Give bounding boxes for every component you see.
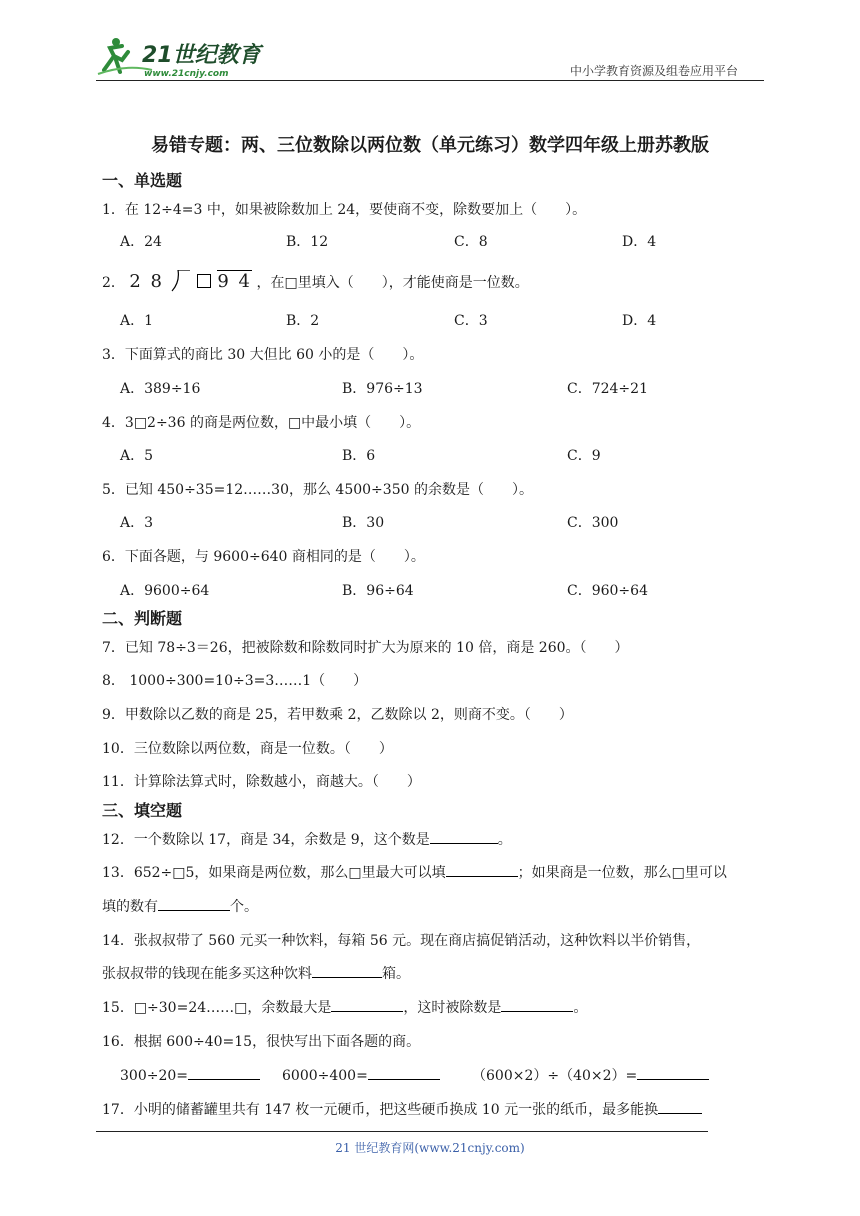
q15-blank-1[interactable] <box>331 997 403 1012</box>
question-14-line-2 <box>102 963 410 983</box>
question-3: 3．下面算式的商比 30 大但比 60 小的是（ ）。 <box>102 347 424 363</box>
section-title-true-false: 二、判断题 <box>102 609 183 628</box>
q4-option-c: C．9 <box>567 448 601 464</box>
q16-expr-1-text: 300÷20= <box>120 1068 188 1084</box>
q5-option-a: A．3 <box>120 515 154 531</box>
platform-label: 中小学教育资源及组卷应用平台 <box>570 64 739 78</box>
section-title-fill-blank: 三、填空题 <box>102 801 183 820</box>
q2-option-a: A．1 <box>120 313 154 329</box>
q16-expr-3-text: （600×2）÷（40×2）= <box>472 1068 638 1084</box>
question-9: 9．甲数除以乙数的商是 25，若甲数乘 2，乙数除以 2，则商不变。（ ） <box>102 707 573 723</box>
question-4: 4．3□2÷36 的商是两位数，□中最小填（ ）。 <box>102 415 421 431</box>
question-16: 16．根据 600÷40=15，很快写出下面各题的商。 <box>102 1034 421 1050</box>
q14-text-a: 张叔叔带的钱现在能多买这种饮料 <box>102 966 312 982</box>
q17-blank[interactable] <box>658 1099 702 1114</box>
q2-option-d: D．4 <box>622 313 657 329</box>
q1-option-a: A．24 <box>120 234 162 250</box>
footer-text: 21 世纪教育网(www.21cnjy.com) <box>335 1141 525 1155</box>
question-10: 10．三位数除以两位数，商是一位数。（ ） <box>102 741 393 757</box>
q15-text-c: 。 <box>573 1000 588 1016</box>
question-17 <box>102 1099 702 1119</box>
q13-text-a: 13．652÷□5，如果商是两位数，那么□里最大可以填 <box>102 865 446 881</box>
header-rule <box>96 80 764 81</box>
q16-expr-2 <box>282 1065 440 1084</box>
q2-option-c: C．3 <box>454 313 488 329</box>
question-7: 7．已知 78÷3＝26，把被除数和除数同时扩大为原来的 10 倍，商是 260。（ ） <box>102 640 629 656</box>
q5-option-c: C．300 <box>567 515 619 531</box>
q6-option-a: A．9600÷64 <box>120 583 210 599</box>
q4-option-b: B．6 <box>342 448 376 464</box>
q15-text-b: ，这时被除数是 <box>403 1000 502 1016</box>
q16-blank-1[interactable] <box>188 1065 260 1080</box>
logo-url: www.21cnjy.com <box>144 69 229 79</box>
q13-text-c: 填的数有 <box>102 899 158 915</box>
logo-text: 21世纪教育 <box>142 43 261 68</box>
q16-blank-3[interactable] <box>637 1065 709 1080</box>
q13-text-b: ；如果商是一位数，那么□里可以 <box>517 865 727 881</box>
q14-blank[interactable] <box>312 963 382 978</box>
question-15 <box>102 997 587 1017</box>
question-12 <box>102 829 512 849</box>
q6-option-b: B．96÷64 <box>342 583 414 599</box>
q2-text: ，在□里填入（ ），才能使商是一位数。 <box>256 275 529 291</box>
q16-expr-3 <box>472 1065 709 1085</box>
section-title-single-choice: 一、单选题 <box>102 171 183 190</box>
q12-end: 。 <box>497 832 512 848</box>
q2-dividend: 9 4 <box>217 271 253 292</box>
q17-text: 17．小明的储蓄罐里共有 147 枚一元硬币，把这些硬币换成 10 元一张的纸币，最多能换 <box>102 1102 659 1118</box>
question-11: 11．计算除法算式时，除数越小，商越大。（ ） <box>102 774 421 790</box>
q6-option-c: C．960÷64 <box>567 583 648 599</box>
footer-rule <box>96 1131 708 1132</box>
long-division-bracket-icon <box>168 270 190 292</box>
logo <box>96 34 266 80</box>
question-8: 8． 1000÷300=10÷3=3……1（ ） <box>102 673 368 689</box>
question-5: 5．已知 450÷35=12……30，那么 4500÷350 的余数是（ ）。 <box>102 482 533 498</box>
q3-option-a: A．389÷16 <box>120 381 201 397</box>
q12-blank[interactable] <box>430 829 498 844</box>
question-1: 1．在 12÷4=3 中，如果被除数加上 24，要使商不变，除数要加上（ ）。 <box>102 202 587 218</box>
q13-text-d: 个。 <box>230 899 258 915</box>
q15-text-a: 15．□÷30=24……□，余数最大是 <box>102 1000 332 1016</box>
q16-expr-2-text: 6000÷400= <box>282 1068 368 1084</box>
q5-option-b: B．30 <box>342 515 385 531</box>
q12-text: 12．一个数除以 17，商是 34，余数是 9，这个数是 <box>102 832 430 848</box>
q13-blank-2[interactable] <box>158 896 230 911</box>
q3-option-b: B．976÷13 <box>342 381 423 397</box>
question-13-line-1 <box>102 862 727 882</box>
q16-expr-1 <box>120 1065 260 1084</box>
q15-blank-2[interactable] <box>501 997 573 1012</box>
question-13-line-2 <box>102 896 258 916</box>
question-6: 6．下面各题，与 9600÷640 商相同的是（ ）。 <box>102 549 425 565</box>
q1-option-d: D．4 <box>622 234 657 250</box>
q14-text-b: 箱。 <box>382 966 410 982</box>
q1-option-b: B．12 <box>286 234 329 250</box>
q2-number: 2． <box>102 275 125 291</box>
q2-empty-box <box>197 274 211 288</box>
q16-blank-2[interactable] <box>368 1065 440 1080</box>
q2-option-b: B．2 <box>286 313 320 329</box>
q1-option-c: C．8 <box>454 234 488 250</box>
q2-divisor: 2 8 <box>129 271 165 292</box>
question-14-line-1: 14．张叔叔带了 560 元买一种饮料，每箱 56 元。现在商店搞促销活动，这种饮料以半价销售， <box>102 933 701 949</box>
q13-blank-1[interactable] <box>446 862 518 877</box>
question-2 <box>102 270 529 292</box>
q3-option-c: C．724÷21 <box>567 381 648 397</box>
q4-option-a: A．5 <box>120 448 154 464</box>
page-title: 易错专题：两、三位数除以两位数（单元练习）数学四年级上册苏教版 <box>151 135 709 156</box>
